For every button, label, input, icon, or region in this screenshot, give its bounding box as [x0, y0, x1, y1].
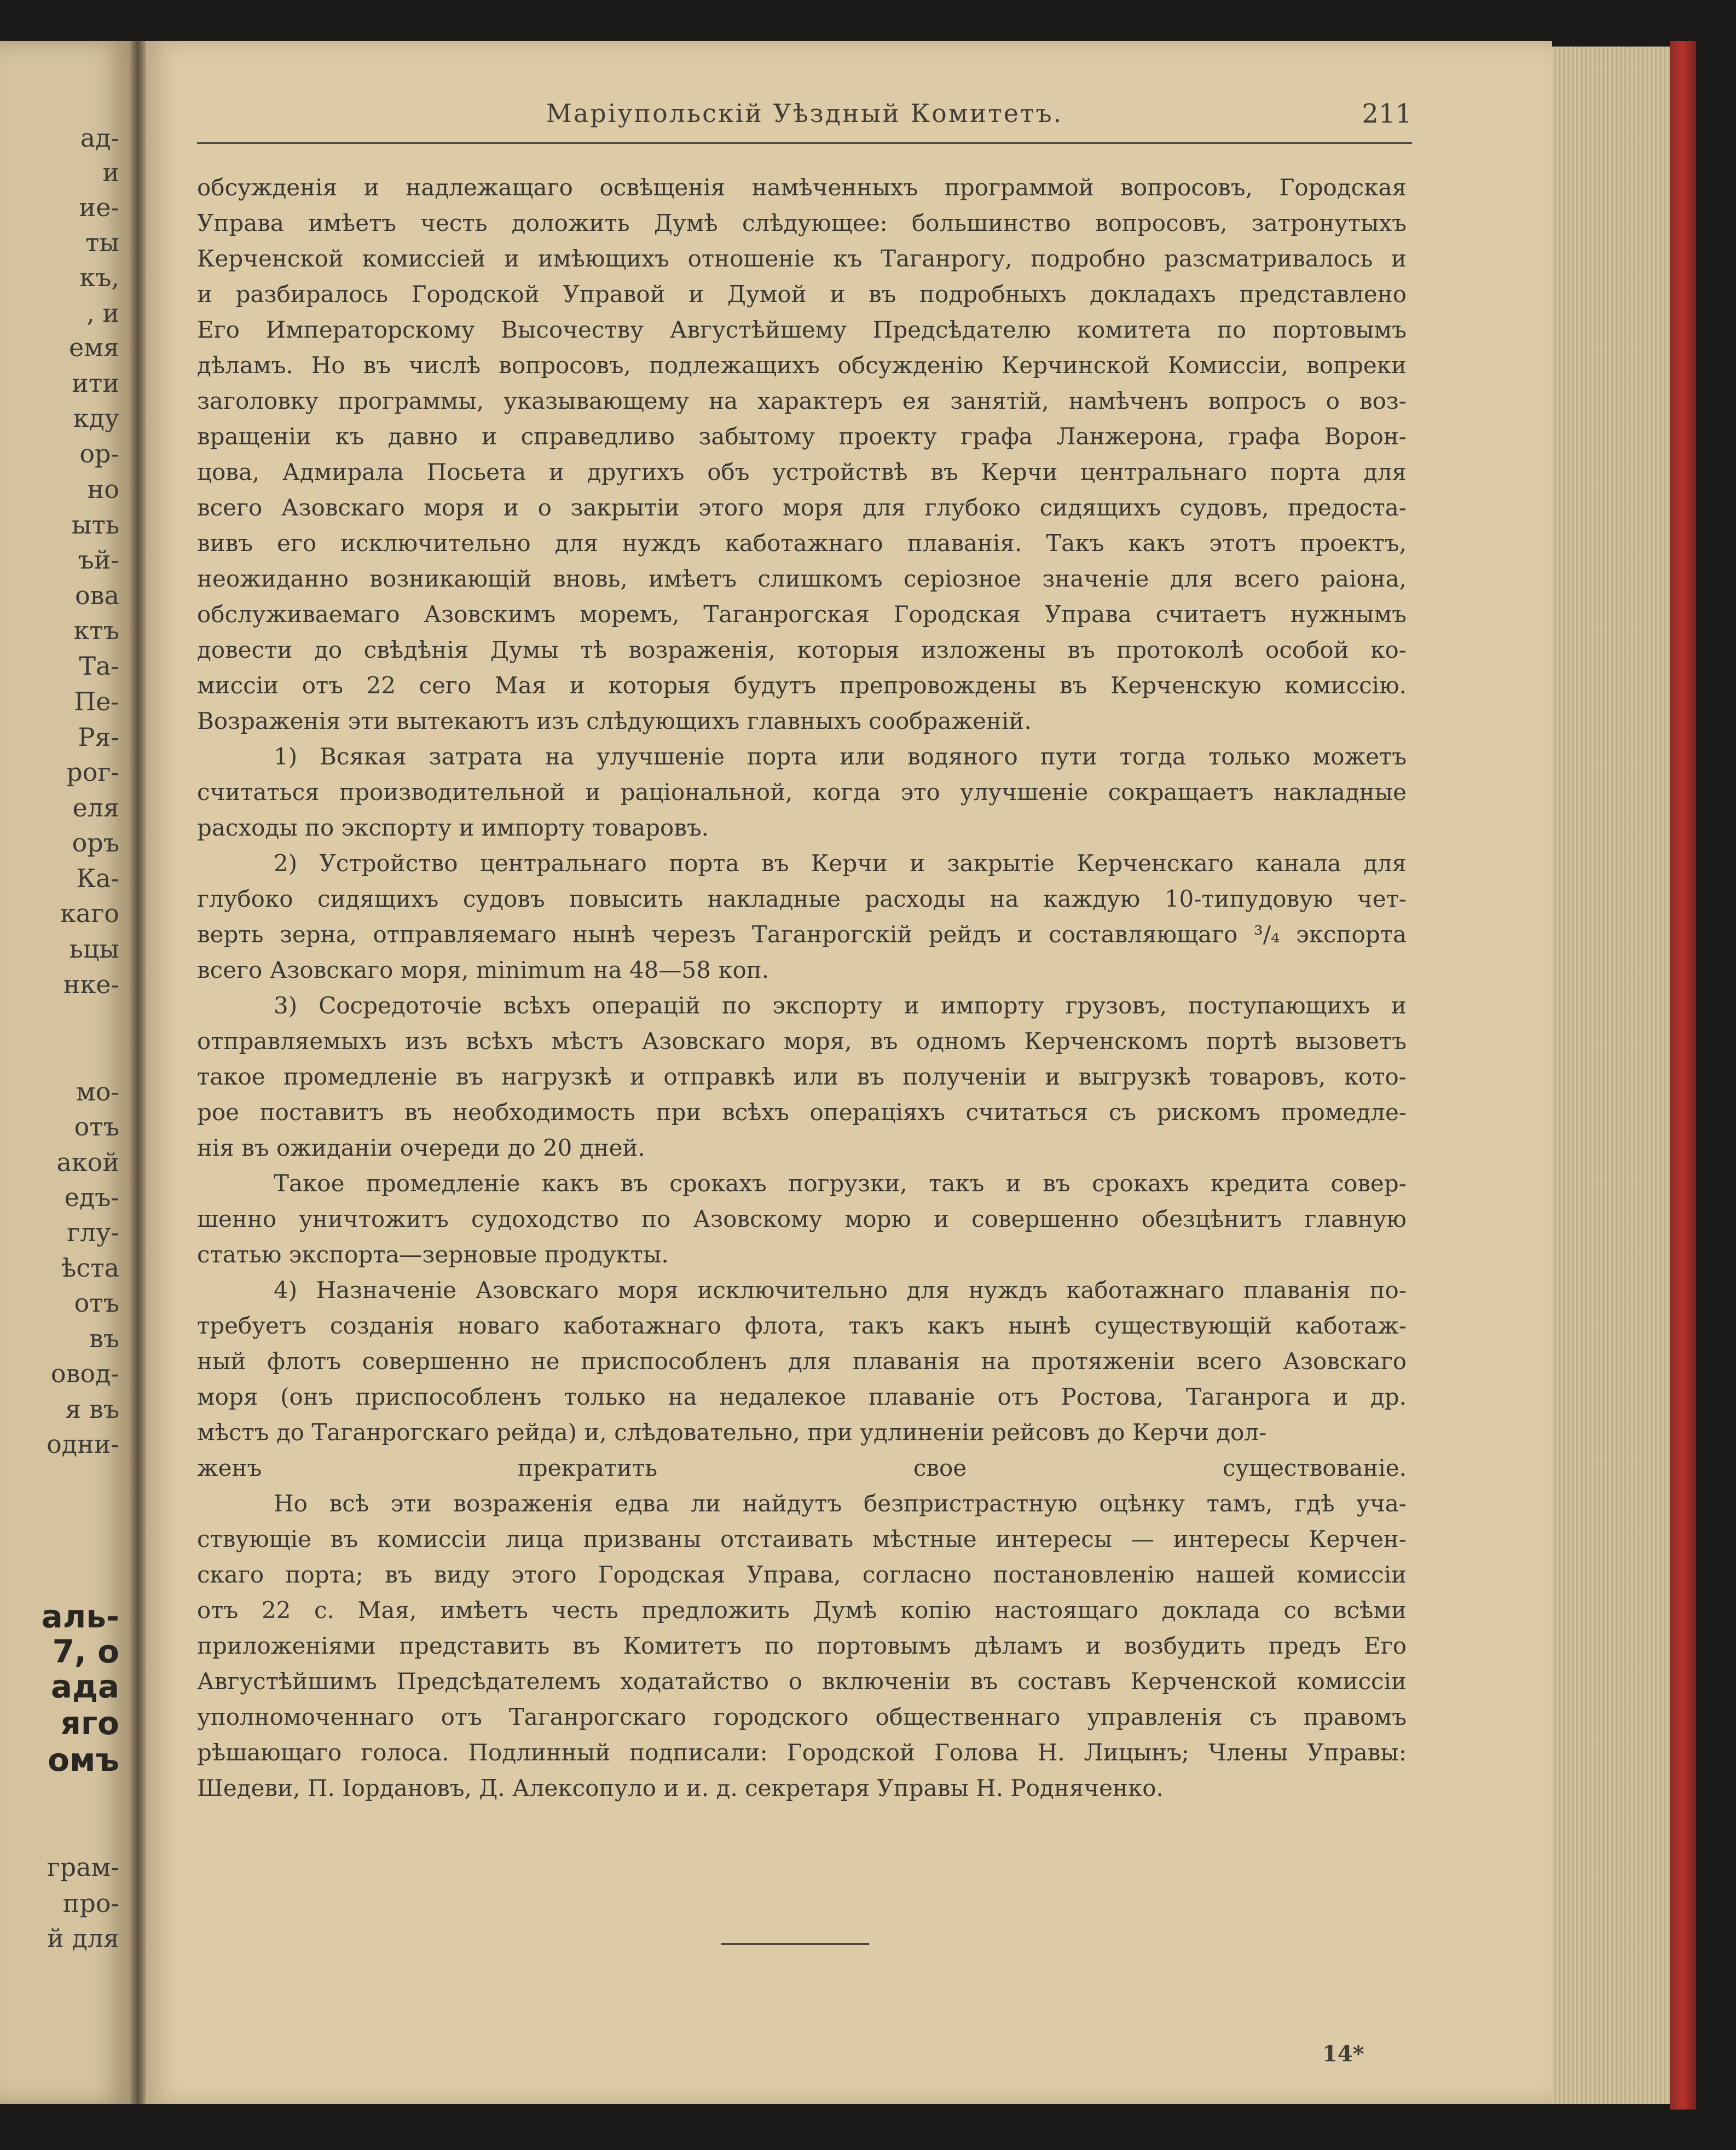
left-page-fragment-line: омъ: [48, 1741, 119, 1778]
left-page-fragment-line: овод-: [50, 1359, 119, 1388]
left-page-fragment-line: акой: [56, 1148, 119, 1177]
text-line: вивъ его исключительно для нуждъ каботажнаго плаванія. Такъ какъ этотъ проектъ,: [197, 530, 1407, 557]
text-line: 4) Назначеніе Азовскаго моря исключительно для нуждъ каботажнаго плаванія по-: [274, 1277, 1407, 1303]
header-rule: [197, 142, 1412, 144]
left-page-fragment-line: Пе-: [74, 687, 119, 716]
left-page-fragment-line: й для: [47, 1923, 119, 1953]
left-page-fragment-line: ад-: [80, 123, 119, 153]
left-page-fragment-line: про-: [62, 1888, 119, 1918]
left-page-fragment-line: едъ-: [64, 1183, 119, 1212]
left-page-fragment-line: отъ: [74, 1288, 119, 1318]
text-line: мѣстъ до Таганрогскаго рейда) и, слѣдовательно, при удлиненіи рейсовъ до Керчи дол-: [197, 1419, 1267, 1446]
text-line: вращеніи къ давно и справедливо забытому проекту графа Ланжерона, графа Ворон-: [197, 423, 1407, 450]
left-page-fragment-line: ор-: [79, 439, 119, 468]
left-page-fragment-line: Ря-: [78, 722, 119, 752]
text-line: отправляемыхъ изъ всѣхъ мѣстъ Азовскаго моря, въ одномъ Керченскомъ портѣ вызоветъ: [197, 1028, 1407, 1054]
left-page-fragment-line: ъй-: [78, 545, 119, 575]
left-page-fragment-line: 7, о: [52, 1633, 119, 1670]
text-line: женъ прекратить свое существованіе.: [197, 1454, 1407, 1481]
text-line: расходы по экспорту и импорту товаровъ.: [197, 814, 709, 841]
text-line: Керченской комиссіей и имѣющихъ отношеніе къ Таганрогу, подробно разсматривалось и: [197, 245, 1407, 272]
body-text: [197, 170, 1407, 1806]
page-header: [197, 98, 1412, 137]
book-cover-edge: [1670, 41, 1696, 2110]
left-page-fragment-line: грам-: [47, 1852, 119, 1882]
left-page-fragment-line: ѣста: [61, 1253, 119, 1283]
text-line: Такое промедленіе какъ въ срокахъ погрузки, такъ и въ срокахъ кредита совер-: [274, 1170, 1407, 1197]
text-line: моря (онъ приспособленъ только на недалекое плаваніе отъ Ростова, Таганрога и др.: [197, 1383, 1407, 1410]
left-page-fragment-line: въ: [89, 1324, 119, 1353]
left-page-fragment: [0, 41, 130, 2104]
text-line: всего Азовскаго моря, minimum на 48—58 коп.: [197, 957, 769, 983]
signature-mark: 14*: [1322, 2041, 1364, 2067]
running-title: Маріупольскій Уѣздный Комитетъ.: [546, 98, 1063, 128]
text-line: заголовку программы, указывающему на характеръ ея занятій, намѣченъ вопросъ о воз-: [197, 387, 1407, 414]
left-page-fragment-line: емя: [68, 333, 119, 362]
left-page-fragment-line: ыть: [71, 510, 119, 540]
left-page-fragment-line: глу-: [67, 1218, 119, 1247]
text-line: нія въ ожиданіи очереди до 20 дней.: [197, 1134, 645, 1161]
left-page-fragment-line: аль-: [41, 1598, 119, 1635]
left-page-fragment-line: кду: [73, 403, 119, 433]
text-line: 3) Сосредоточіе всѣхъ операцій по экспорту и импорту грузовъ, поступающихъ и: [274, 992, 1407, 1019]
left-page-fragment-line: , и: [86, 298, 119, 328]
text-line: 1) Всякая затрата на улучшеніе порта или водяного пути тогда только можетъ: [274, 743, 1407, 770]
text-line: такое промедленіе въ нагрузкѣ и отправкѣ или въ полученіи и выгрузкѣ товаровъ, кото-: [197, 1063, 1407, 1090]
text-line: дѣламъ. Но въ числѣ вопросовъ, подлежащихъ обсужденію Керчинской Комиссіи, вопреки: [197, 352, 1407, 379]
text-line: довести до свѣдѣнія Думы тѣ возраженія, которыя изложены въ протоколѣ особой ко-: [197, 636, 1407, 663]
left-page-fragment-line: нке-: [63, 970, 119, 999]
text-line: обслуживаемаго Азовскимъ моремъ, Таганрогская Городская Управа считаетъ нужнымъ: [197, 601, 1407, 628]
left-page-fragment-line: ие-: [79, 193, 119, 222]
left-page-fragment-line: яго: [60, 1705, 119, 1742]
left-page-fragment-line: ада: [50, 1668, 119, 1705]
text-line: Шедеви, П. Іордановъ, Д. Алексопуло и и. д. секретаря Управы Н. Родняченко.: [197, 1775, 1164, 1801]
text-line: верть зерна, отправляемаго нынѣ черезъ Таганрогскій рейдъ и составляющаго ³/₄ экспорта: [197, 921, 1407, 948]
text-line: уполномоченнаго отъ Таганрогскаго городского общественнаго управленія съ правомъ: [197, 1703, 1407, 1730]
end-rule: [721, 1943, 869, 1945]
text-line: шенно уничтожитъ судоходство по Азовскому морю и совершенно обезцѣнитъ главную: [197, 1206, 1407, 1232]
text-line: рое поставитъ въ необходимость при всѣхъ операціяхъ считаться съ рискомъ промедле-: [197, 1099, 1407, 1126]
left-page-fragment-line: Ка-: [76, 864, 119, 893]
text-line: Августѣйшимъ Предсѣдателемъ ходатайство о включеніи въ составъ Керченской комиссіи: [197, 1668, 1407, 1695]
text-line: и разбиралось Городской Управой и Думой и въ подробныхъ докладахъ представлено: [197, 281, 1407, 308]
left-page-fragment-line: ова: [74, 581, 119, 610]
book-gutter: [130, 41, 146, 2104]
left-page-fragment-line: оръ: [72, 828, 119, 857]
left-page-fragment-line: еля: [72, 793, 119, 822]
left-page-fragment-line: рог-: [66, 757, 119, 787]
text-line: статью экспорта—зерновые продукты.: [197, 1241, 669, 1268]
text-line: 2) Устройство центральнаго порта въ Керчи и закрытіе Керченскаго канала для: [274, 850, 1407, 877]
text-line: приложеніями представить въ Комитетъ по портовымъ дѣламъ и возбудить предъ Его: [197, 1632, 1407, 1659]
text-line: глубоко сидящихъ судовъ повысить накладные расходы на каждую 10-типудовую чет-: [197, 885, 1407, 912]
text-line: неожиданно возникающій вновь, имѣетъ слишкомъ серіозное значеніе для всего раіона,: [197, 565, 1407, 592]
left-page-fragment-line: мо-: [76, 1077, 119, 1106]
text-line: всего Азовскаго моря и о закрытіи этого моря для глубоко сидящихъ судовъ, предоста-: [197, 494, 1407, 521]
left-page-fragment-line: ктъ: [73, 616, 119, 645]
left-page-fragment-line: ити: [72, 368, 119, 398]
left-page-fragment-line: каго: [60, 899, 119, 928]
left-page-fragment-line: и: [102, 158, 119, 187]
left-page-fragment-line: но: [87, 474, 119, 504]
text-line: скаго порта; въ виду этого Городская Управа, согласно постановленію нашей комиссіи: [197, 1561, 1407, 1588]
text-line: Возраженія эти вытекаютъ изъ слѣдующихъ главныхъ соображеній.: [197, 708, 1032, 734]
text-line: отъ 22 с. Мая, имѣетъ честь предложить Думѣ копію настоящаго доклада со всѣми: [197, 1597, 1407, 1624]
left-page-fragment-line: я въ: [65, 1394, 119, 1424]
text-line: миссіи отъ 22 сего Мая и которыя будутъ препровождены въ Керченскую комиссію.: [197, 672, 1407, 699]
text-line: Управа имѣетъ честь доложить Думѣ слѣдующее: большинство вопросовъ, затронутыхъ: [197, 210, 1407, 236]
text-line: Его Императорскому Высочеству Августѣйшему Предсѣдателю комитета по портовымъ: [197, 316, 1407, 343]
text-line: цова, Адмирала Посьета и другихъ объ устройствѣ въ Керчи центральнаго порта для: [197, 459, 1407, 485]
text-line: требуетъ созданія новаго каботажнаго флота, такъ какъ нынѣ существующій каботаж-: [197, 1312, 1407, 1339]
page-edges: [1552, 47, 1670, 2104]
left-page-fragment-line: ты: [85, 228, 119, 257]
left-page-fragment-line: къ,: [79, 263, 119, 292]
text-line: рѣшающаго голоса. Подлинный подписали: Городской Голова Н. Лицынъ; Члены Управы:: [197, 1739, 1407, 1766]
left-page-fragment-line: отъ: [74, 1112, 119, 1141]
text-line: считаться производительной и раціональной, когда это улучшеніе сокращаетъ накладные: [197, 779, 1407, 805]
text-line: ный флотъ совершенно не приспособленъ для плаванія на протяженіи всего Азовскаго: [197, 1348, 1407, 1375]
left-page-fragment-line: одни-: [47, 1429, 119, 1459]
text-line: ствующіе въ комиссіи лица призваны отстаивать мѣстные интересы — интересы Керчен-: [197, 1526, 1407, 1552]
text-line: обсужденія и надлежащаго освѣщенія намѣченныхъ программой вопросовъ, Городская: [197, 174, 1407, 201]
text-line: Но всѣ эти возраженія едва ли найдутъ безпристрастную оцѣнку тамъ, гдѣ уча-: [274, 1490, 1407, 1517]
left-page-fragment-line: ьцы: [69, 934, 119, 964]
page-number: 211: [1362, 98, 1412, 129]
left-page-fragment-line: Та-: [79, 651, 119, 681]
